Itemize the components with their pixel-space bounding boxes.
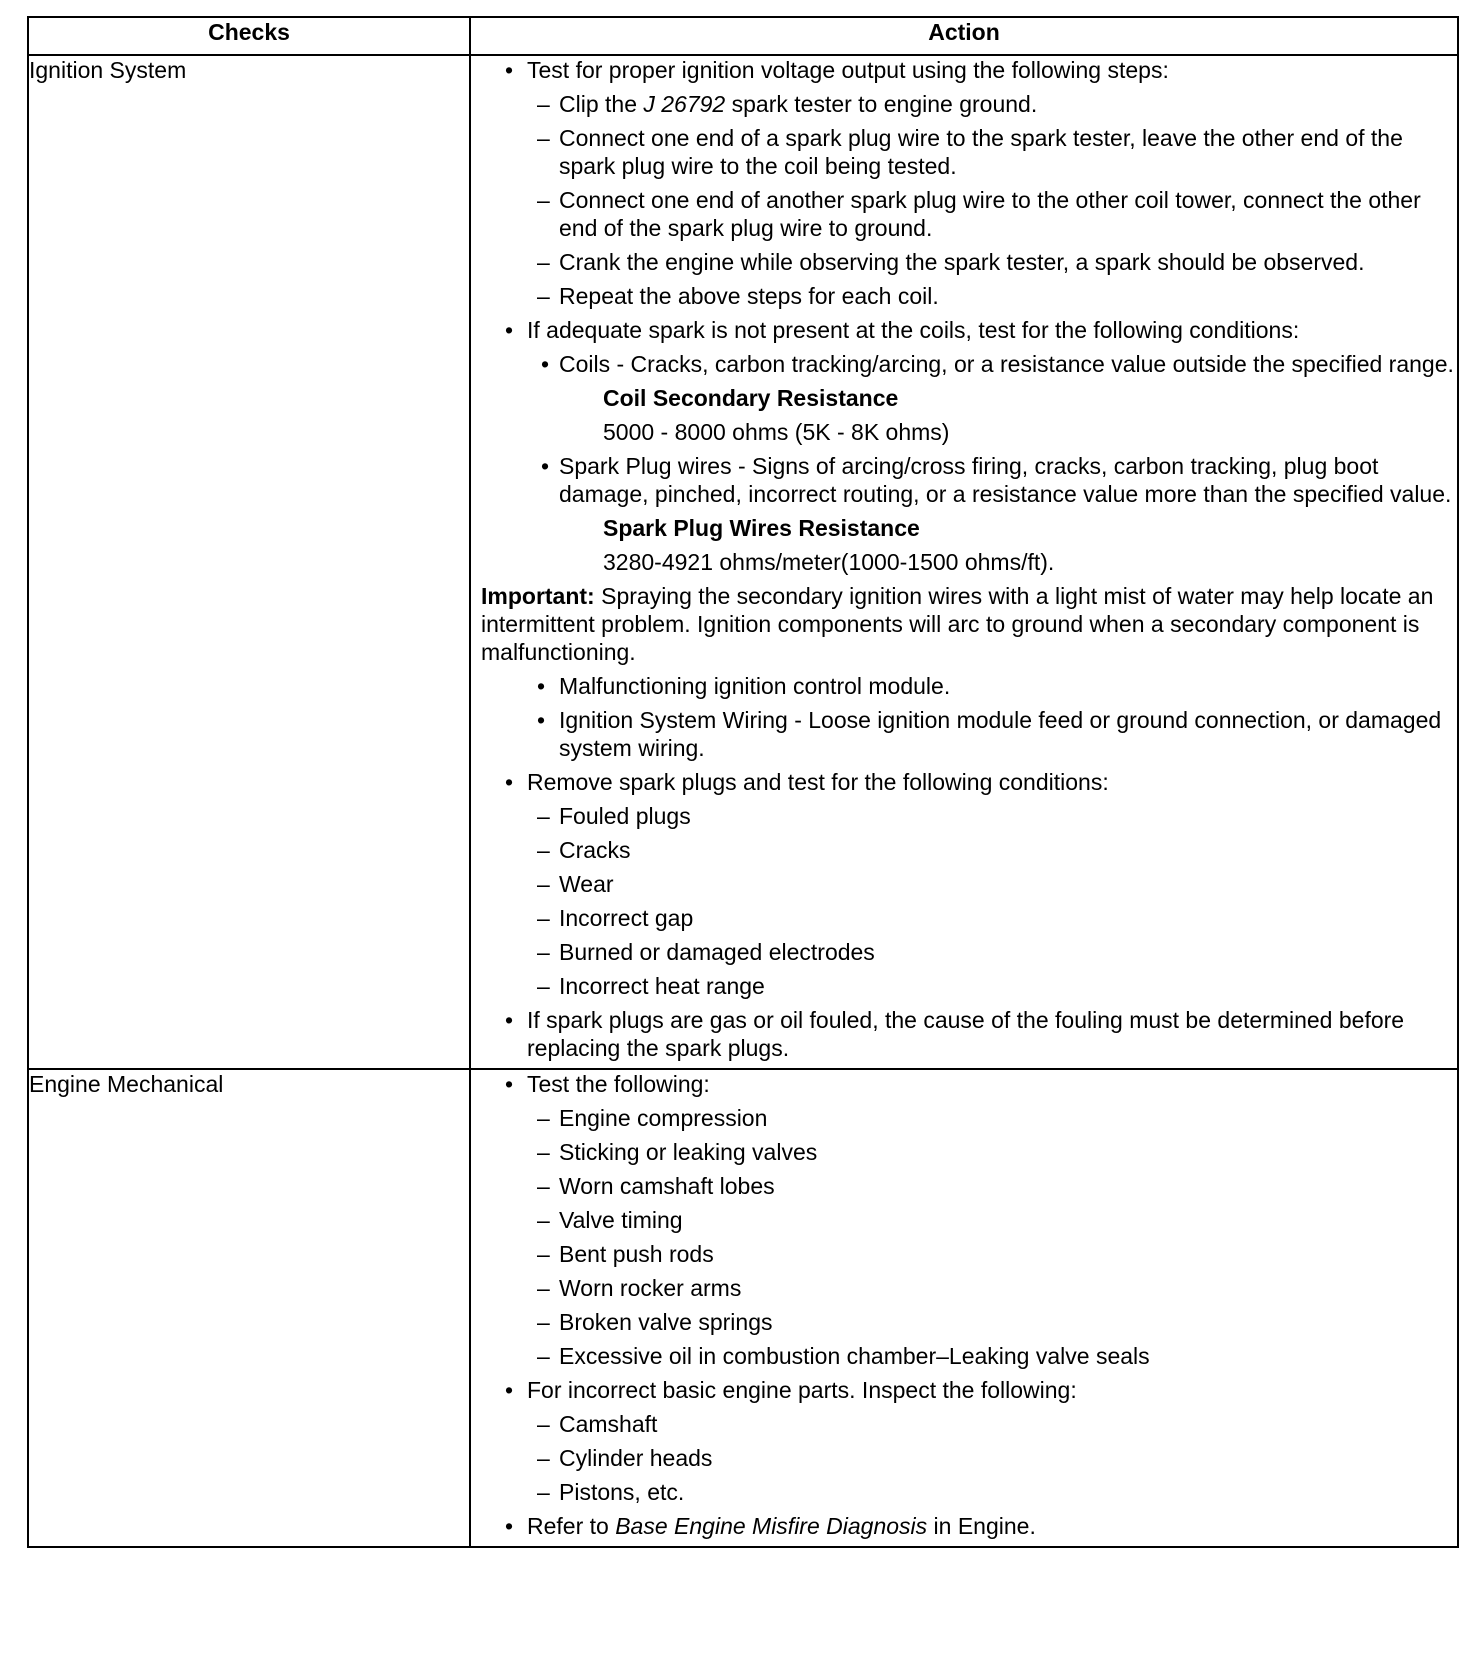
dash-icon: –: [537, 1343, 550, 1369]
list-item: • Ignition System Wiring - Loose ignition module feed or ground connection, or damaged system wiring.: [537, 707, 1442, 761]
action-ignition-system: [470, 55, 1458, 1069]
list-item: • Coils - Cracks, carbon tracking/arcing, or a resistance value outside the specified range.: [541, 351, 1454, 377]
bullet-icon: •: [505, 1071, 514, 1097]
list-item: – Valve timing: [537, 1207, 683, 1233]
dash-icon: –: [537, 1445, 550, 1471]
list-item: • Spark Plug wires - Signs of arcing/cross firing, cracks, carbon tracking, plug boot damage, pinched, incorrect routing, or a resistance value more than the specified value.: [541, 453, 1452, 507]
dash-icon: –: [537, 1309, 550, 1335]
dash-icon: –: [537, 837, 550, 863]
list-item: – Camshaft: [537, 1411, 658, 1437]
list-item: – Worn camshaft lobes: [537, 1173, 775, 1199]
dash-icon: –: [537, 1275, 550, 1301]
list-item: – Broken valve springs: [537, 1309, 773, 1335]
dash-icon: –: [537, 249, 550, 275]
dash-icon: –: [537, 905, 550, 931]
bullet-icon: •: [537, 707, 546, 733]
list-item: • If adequate spark is not present at the coils, test for the following conditions:: [505, 317, 1300, 343]
list-item: • Test the following:: [505, 1071, 710, 1097]
list-item: – Cracks: [537, 837, 631, 863]
list-item: – Pistons, etc.: [537, 1479, 685, 1505]
list-item: – Incorrect gap: [537, 905, 694, 931]
check-ignition-system: Ignition System: [28, 55, 470, 1069]
list-item: – Connect one end of a spark plug wire to the spark tester, leave the other end of the spark plug wire to the coil being tested.: [537, 125, 1403, 179]
bullet-icon: •: [541, 453, 550, 479]
spec-value: 5000 - 8000 ohms (5K - 8K ohms): [603, 419, 950, 445]
action-engine-mechanical: [470, 1069, 1458, 1547]
list-item: – Incorrect heat range: [537, 973, 765, 999]
list-item: • Malfunctioning ignition control module.: [537, 673, 951, 699]
list-item: • Refer to Base Engine Misfire Diagnosis in Engine.: [505, 1513, 1036, 1539]
list-item: – Excessive oil in combustion chamber–Leaking valve seals: [537, 1343, 1150, 1369]
spec-heading: Coil Secondary Resistance: [603, 385, 899, 411]
dash-icon: –: [537, 1411, 550, 1437]
bullet-icon: •: [505, 769, 514, 795]
dash-icon: –: [537, 871, 550, 897]
table-row-ignition: [28, 55, 1458, 1069]
list-item: – Cylinder heads: [537, 1445, 713, 1471]
table-row-engine: [28, 1069, 1458, 1547]
list-item: – Sticking or leaking valves: [537, 1139, 818, 1165]
bullet-icon: •: [505, 1007, 514, 1033]
list-item: • If spark plugs are gas or oil fouled, the cause of the fouling must be determined before replacing the spark plugs.: [505, 1007, 1405, 1061]
dash-icon: –: [537, 1207, 550, 1233]
dash-icon: –: [537, 1173, 550, 1199]
dash-icon: –: [537, 1479, 550, 1505]
list-item: – Crank the engine while observing the spark tester, a spark should be observed.: [537, 249, 1365, 275]
list-item: – Bent push rods: [537, 1241, 714, 1267]
dash-icon: –: [537, 125, 550, 151]
list-item: – Clip the J 26792 spark tester to engine ground.: [537, 91, 1038, 117]
dash-icon: –: [537, 973, 550, 999]
list-item: – Worn rocker arms: [537, 1275, 742, 1301]
bullet-icon: •: [541, 351, 550, 377]
bullet-icon: •: [505, 1377, 514, 1403]
bullet-icon: •: [505, 57, 514, 83]
list-item: – Burned or damaged electrodes: [537, 939, 875, 965]
diagnostic-table: [27, 16, 1459, 1548]
dash-icon: –: [537, 187, 550, 213]
header-row: [28, 17, 1458, 55]
spec-heading: Spark Plug Wires Resistance: [603, 515, 920, 541]
bullet-icon: •: [505, 1513, 514, 1539]
dash-icon: –: [537, 1241, 550, 1267]
bullet-icon: •: [537, 673, 546, 699]
bullet-icon: •: [505, 317, 514, 343]
spec-value: 3280-4921 ohms/meter(1000-1500 ohms/ft).: [603, 549, 1055, 575]
dash-icon: –: [537, 803, 550, 829]
list-item: • Remove spark plugs and test for the following conditions:: [505, 769, 1109, 795]
important-note: Important: Spraying the secondary ignition wires with a light mist of water may help locate an intermittent problem. Ignition components will arc to ground when a secondary component is malfunctioning.: [481, 583, 1434, 665]
dash-icon: –: [537, 1139, 550, 1165]
important-label: Important:: [481, 583, 595, 609]
list-item: – Repeat the above steps for each coil.: [537, 283, 939, 309]
dash-icon: –: [537, 939, 550, 965]
section-reference: Base Engine Misfire Diagnosis: [615, 1513, 928, 1539]
checks-header: Checks: [28, 17, 470, 55]
list-item: – Wear: [537, 871, 614, 897]
dash-icon: –: [537, 283, 550, 309]
tool-reference: J 26792: [643, 91, 726, 117]
list-item: – Engine compression: [537, 1105, 768, 1131]
dash-icon: –: [537, 1105, 550, 1131]
action-header: Action: [470, 17, 1458, 55]
dash-icon: –: [537, 91, 550, 117]
list-item: • For incorrect basic engine parts. Inspect the following:: [505, 1377, 1077, 1403]
list-item: – Connect one end of another spark plug wire to the other coil tower, connect the other end of the spark plug wire to ground.: [537, 187, 1421, 241]
list-item: • Test for proper ignition voltage output using the following steps:: [505, 57, 1169, 83]
list-item: – Fouled plugs: [537, 803, 691, 829]
check-engine-mechanical: Engine Mechanical: [28, 1069, 470, 1547]
